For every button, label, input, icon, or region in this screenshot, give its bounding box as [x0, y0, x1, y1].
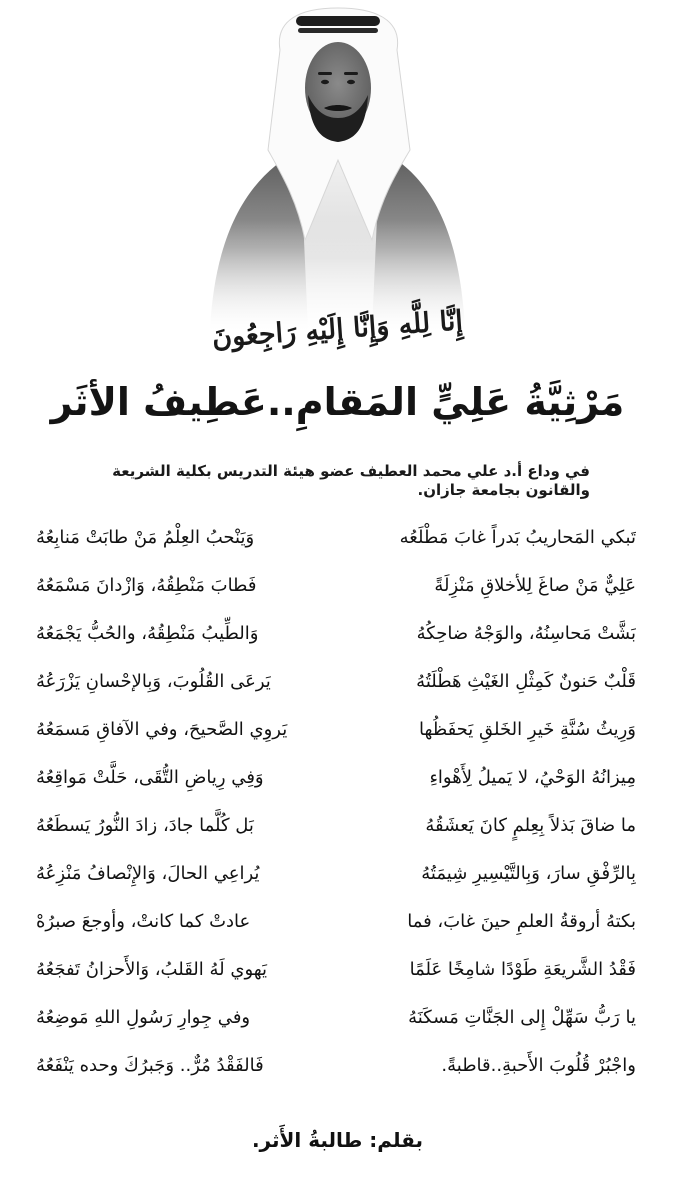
verse-first-hemistich: وَرِيثُ سُنَّةِ خَيرِ الخَلقِ يَحفَظُها	[419, 719, 636, 740]
calligraphy-inna-lillah: إِنَّا لِلَّهِ وَإِنَّا إِلَيْهِ رَاجِعُونَ	[211, 305, 464, 354]
verse-6	[36, 754, 636, 802]
verse-10	[36, 946, 636, 994]
verse-first-hemistich: يا رَبُّ سَهِّلْ إِلى الجَنَّاتِ مَسكَنَهُ	[408, 1007, 636, 1028]
verse-first-hemistich: واجْبُرْ قُلُوبَ الأَحبةِ..قاطبةً.	[441, 1055, 636, 1076]
verse-8	[36, 850, 636, 898]
verse-second-hemistich: فَطابَ مَنْطِقُهُ، وَازْدانَ مَسْمَعُهُ	[36, 575, 257, 596]
verse-second-hemistich: بَل كُلَّما جادَ، زادَ النُّورُ يَسطَعُهُ	[36, 815, 254, 836]
verse-7	[36, 802, 636, 850]
verse-9	[36, 898, 636, 946]
subtitle-line-1: في وداع أ.د علي محمد العطيف عضو هيئة التدريس بكلية الشريعة	[112, 462, 590, 480]
verse-second-hemistich: يُراعِي الحالَ، وَالإِنْصافُ مَنْزِعُهُ	[36, 863, 260, 884]
verse-first-hemistich: بكتهُ أروقةُ العلمِ حينَ غابَ، فما	[407, 911, 636, 932]
verse-second-hemistich: يَروِي الصَّحيحَ، وفي الآفاقِ مَسمَعُهُ	[36, 719, 288, 740]
verse-second-hemistich: وَفِي رِياضِ التُّقَى، حَلَّتْ مَواقِعُهُ	[36, 767, 264, 788]
verse-11	[36, 994, 636, 1042]
verse-first-hemistich: مِيزانُهُ الوَحْيُ، لا يَميلُ لِأَهْواءِ	[429, 767, 636, 788]
verse-second-hemistich: وَيَنْحبُ العِلْمُ مَنْ طابَتْ مَنابِعُهُ	[36, 527, 255, 548]
verse-second-hemistich: يَهوي لَهُ القَلبُ، وَالأَحزانُ تَفجَعُهُ	[36, 959, 268, 980]
verse-first-hemistich: قَلْبٌ حَنونٌ كَمِثْلِ الغَيْثِ هَطْلَتُهُ	[416, 671, 636, 692]
verse-first-hemistich: عَلِيٌّ مَنْ صاغَ لِلأخلاقِ مَنْزِلَةً	[434, 575, 636, 596]
poem	[36, 514, 636, 1090]
verse-second-hemistich: يَرعَى القُلُوبَ، وَبِالإحْسانِ يَزْرَعُهُ	[36, 671, 271, 692]
page-title: مَرْثِيَّةُ عَلِيٍّ المَقامِ..عَطِيفُ الأثَر	[50, 380, 625, 424]
verse-4	[36, 658, 636, 706]
author-signature: بقلم: طالبةُ الأَثر.	[251, 1128, 424, 1152]
verse-second-hemistich: وفي جِوارِ رَسُولِ اللهِ مَوضِعُهُ	[36, 1007, 251, 1028]
verse-5	[36, 706, 636, 754]
verse-second-hemistich: فَالفَقْدُ مُرٌّ.. وَجَبرُكَ وحده يَنْفَعُهُ	[36, 1055, 264, 1076]
verse-first-hemistich: تَبكي المَحاريبُ بَدراً غابَ مَطْلَعُه	[399, 527, 636, 548]
subtitle-line-2: والقانون بجامعة جازان.	[417, 481, 590, 499]
verse-12	[36, 1042, 636, 1090]
subtitle	[110, 462, 590, 500]
verse-second-hemistich: وَالطِّيبُ مَنْطِقُهُ، والحُبُّ يَجْمَعُهُ	[36, 623, 259, 644]
verse-3	[36, 610, 636, 658]
agal-shape	[296, 16, 380, 26]
verse-1	[36, 514, 636, 562]
verse-first-hemistich: ما ضاقَ بَذلاً بِعِلمٍ كانَ يَعشَقُهُ	[425, 815, 636, 836]
verse-first-hemistich: بِالرِّفْقِ سارَ، وَبِالتَّيْسِيرِ شِيمَتُهُ	[421, 863, 636, 884]
verse-first-hemistich: فَقْدُ الشَّريعَةِ طَوْدًا شامِخًا عَلَمًا	[409, 959, 636, 980]
verse-2	[36, 562, 636, 610]
verse-second-hemistich: عادتْ كما كانتْ، وأوجعَ صبرُهْ	[36, 911, 251, 932]
verse-first-hemistich: بَشَّتْ مَحاسِنُهُ، والوَجْهُ ضاحِكُهُ	[416, 623, 636, 644]
